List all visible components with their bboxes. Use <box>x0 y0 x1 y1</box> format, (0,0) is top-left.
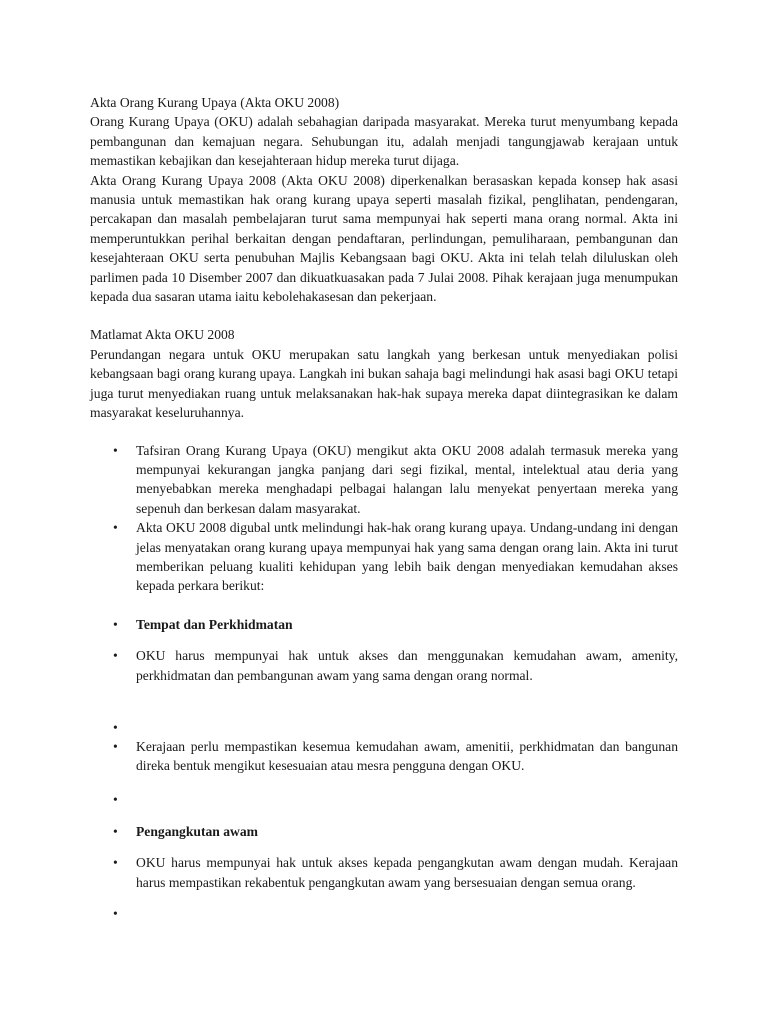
document-title: Akta Orang Kurang Upaya (Akta OKU 2008) <box>90 95 340 110</box>
matlamat-paragraph: Perundangan negara untuk OKU merupakan satu langkah yang berkesan untuk menyediakan polisi kebangsaan bagi orang kurang upaya. Langkah ini bukan sahaja bagi melindungi hak asasi bagi OKU tetapi juga turut menyediakan ruang untuk melaksanakan hak-hak supaya mereka dapat diintegrasikan ke dalam masyarakat keseluruhannya. <box>90 346 678 421</box>
section-gap <box>90 306 678 325</box>
bullet-icon: • <box>113 520 118 536</box>
list-item-text: OKU harus mempunyai hak untuk akses kepada pengangkutan awam dengan mudah. Kerajaan harus mempastikan rekabentuk pengangkutan awam yang bersesuaian dengan semua orang. <box>136 855 678 890</box>
list-item-text: Kerajaan perlu mempastikan kesemua kemudahan awam, amenitii, perkhidmatan dan bangunan direka bentuk mengikut kesesuaian atau mesra pengguna dengan OKU. <box>136 738 678 774</box>
subheading-pengangkutan: Pengangkutan awam <box>136 823 258 839</box>
list-item-empty <box>90 718 678 737</box>
section-title-matlamat: Matlamat Akta OKU 2008 <box>90 327 235 343</box>
list-item-empty <box>90 904 678 923</box>
list-item-text: Tafsiran Orang Kurang Upaya (OKU) mengikut akta OKU 2008 adalah termasuk mereka yang mempunyai kekurangan jangka panjang dari segi fizikal, mental, intelektual atau deria yang menyebabkan mereka menghadapi pelbagai halangan lalu menyekat penyertaan mereka yang sepenuh dan berkesan dalam masyarakat. <box>136 442 678 516</box>
pengangkutan-bullet-list <box>90 822 678 923</box>
subheading-tempat: Tempat dan Perkhidmatan <box>136 616 293 632</box>
bullet-icon: • <box>113 648 118 664</box>
list-item <box>90 646 678 685</box>
bullet-icon: • <box>113 855 118 871</box>
bullet-icon: • <box>113 906 118 921</box>
list-item <box>90 518 678 596</box>
intro-paragraph: Orang Kurang Upaya (OKU) adalah sebahagian daripada masyarakat. Mereka turut menyumbang kepada pembangunan dan kemajuan negara. Sehubungan itu, adalah menjadi tangungjawab kerajaan untuk memastikan kebajikan dan kesejahteraan hidup mereka turut dijaga. <box>90 114 678 169</box>
bullet-icon: • <box>113 823 118 839</box>
list-item-heading <box>90 822 678 841</box>
document-page <box>90 93 678 923</box>
bullet-icon: • <box>113 442 118 458</box>
bullet-icon: • <box>113 719 118 735</box>
tempat-bullet-list <box>90 615 678 809</box>
bullet-icon: • <box>113 791 118 807</box>
list-item-heading <box>90 615 678 634</box>
list-item-text: OKU harus mempunyai hak untuk akses dan menggunakan kemudahan awam, amenity, perkhidmatan dan pembangunan awam yang sama dengan orang normal. <box>136 648 678 683</box>
list-item-text: Akta OKU 2008 digubal untk melindungi hak-hak orang kurang upaya. Undang-undang ini dengan jelas menyatakan orang kurang upaya mempunyai hak yang sama dengan orang lain. Akta ini turut memberikan peluang kualiti kehidupan yang lebih baik dengan menyediakan kemudahan akses kepada perkara berikut: <box>136 520 678 594</box>
list-item-empty <box>90 790 678 809</box>
bullet-icon: • <box>113 616 118 632</box>
list-item <box>90 853 678 892</box>
list-item <box>90 737 678 776</box>
akta-description-paragraph: Akta Orang Kurang Upaya 2008 (Akta OKU 2008) diperkenalkan berasaskan kepada konsep hak asasi manusia untuk memastikan hak orang kurang upaya seperti masalah fizikal, penglihatan, pendengaran, percakapan dan masalah pembelajaran turut sama mempunyai hak seperti mana orang normal. Akta ini memperuntukkan perihal berkaitan dengan pendaftaran, perlindungan, pemuliharaan, pembangunan dan kesejahteraan OKU serta penubuhan Majlis Kebangsaan bagi OKU. Akta ini telah telah diluluskan oleh parlimen pada 10 Disember 2007 dan dikuatkuasakan pada 7 Julai 2008. Pihak kerajaan juga menumpukan kepada dua sasaran utama iaitu kebolehakasesan dan pekerjaan. <box>90 172 678 305</box>
list-item <box>90 441 678 519</box>
bullet-icon: • <box>113 738 118 754</box>
main-bullet-list <box>90 441 678 596</box>
